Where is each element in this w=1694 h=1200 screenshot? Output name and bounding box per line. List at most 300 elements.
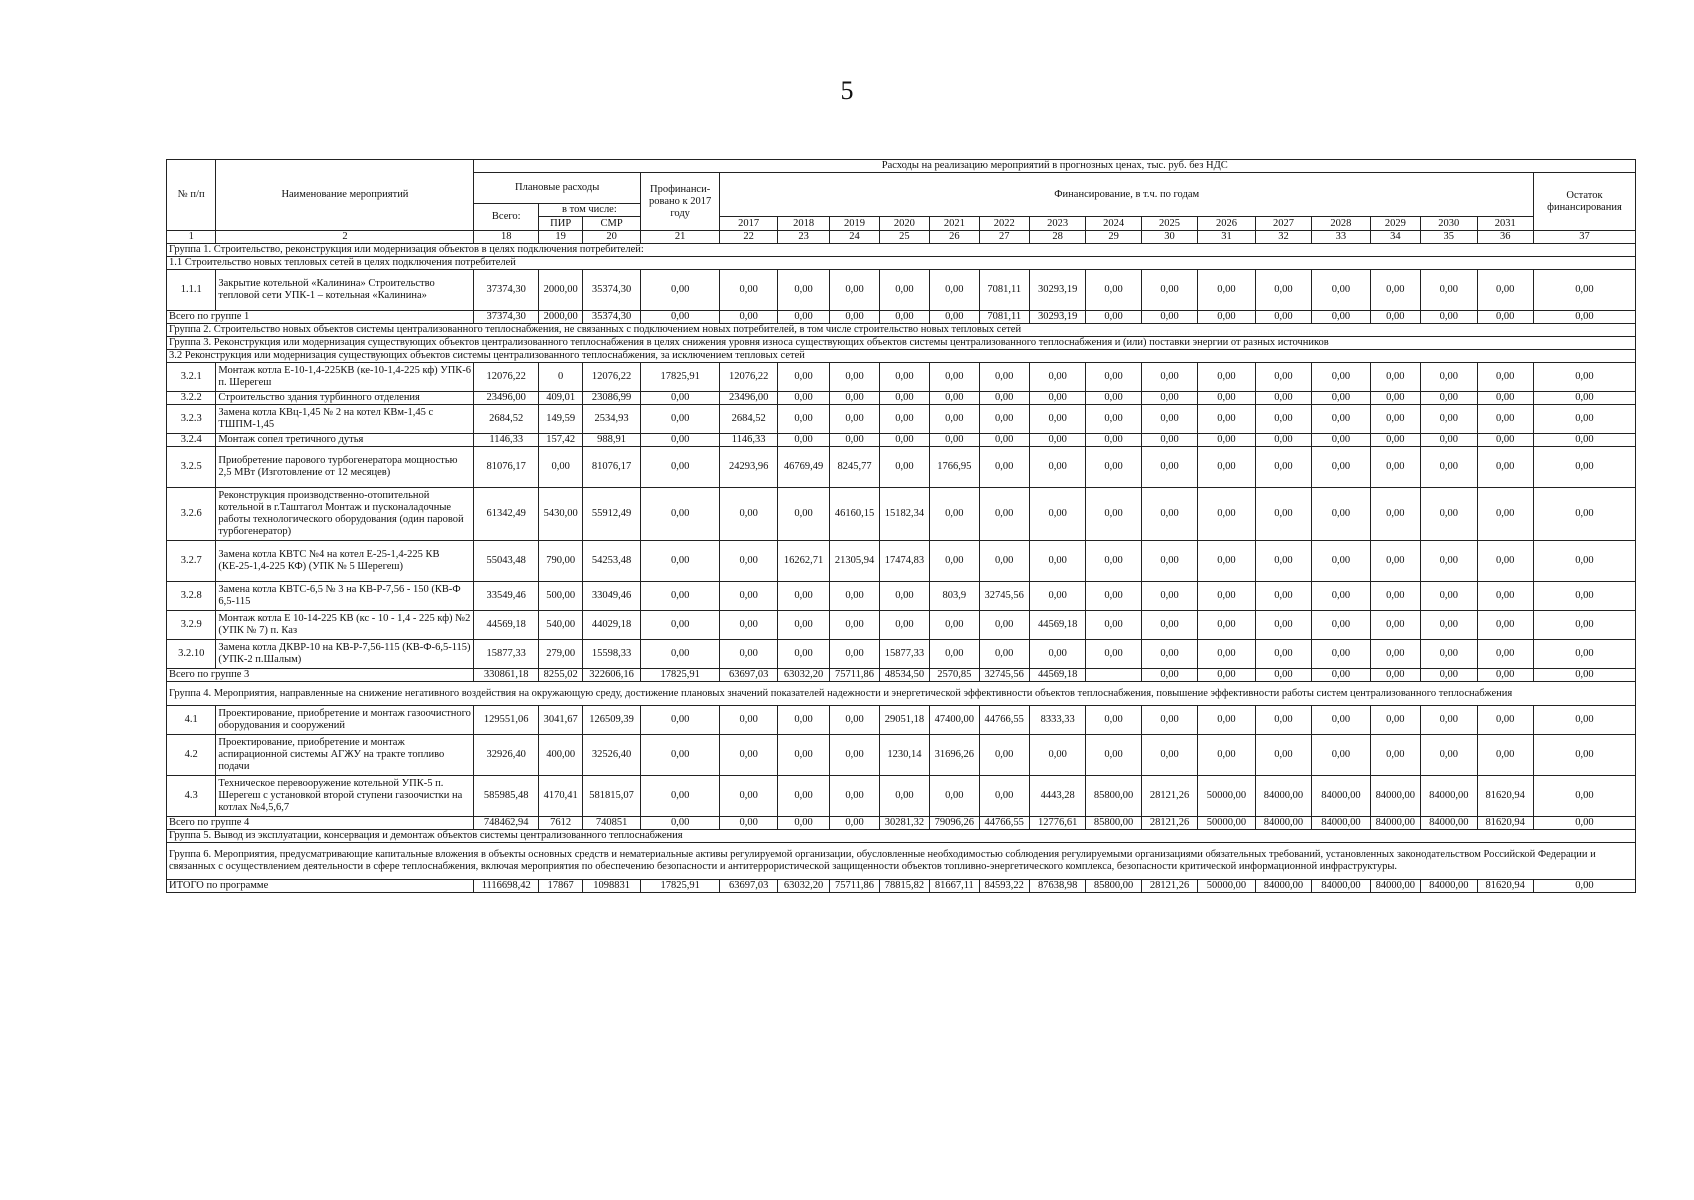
value-cell: 0,00 xyxy=(1198,582,1255,611)
row-number: 3.2.9 xyxy=(167,611,216,640)
value-cell: 81076,17 xyxy=(583,447,640,488)
value-cell: 0,00 xyxy=(1312,392,1370,405)
value-cell: 0,00 xyxy=(720,706,777,735)
group-title: Группа 2. Строительство новых объектов системы централизованного теплоснабжения, не связанных с подключением новых потребителей, в том числе строительство новых тепловых сетей xyxy=(167,324,1636,337)
value-cell: 0,00 xyxy=(1255,270,1311,311)
value-cell: 23086,99 xyxy=(583,392,640,405)
total-value-cell: 63697,03 xyxy=(720,880,777,893)
value-cell: 0,00 xyxy=(1029,735,1085,776)
value-cell: 0,00 xyxy=(1086,640,1141,669)
total-value-cell: 0,00 xyxy=(1477,669,1533,682)
header-year: 2028 xyxy=(1312,217,1370,231)
value-cell: 0,00 xyxy=(1421,541,1477,582)
total-value-cell: 0,00 xyxy=(879,311,929,324)
value-cell: 0,00 xyxy=(1255,392,1311,405)
value-cell: 0,00 xyxy=(640,582,720,611)
total-value-cell: 30281,32 xyxy=(879,817,929,830)
value-cell: 4443,28 xyxy=(1029,776,1085,817)
value-cell: 0,00 xyxy=(830,270,879,311)
value-cell: 0,00 xyxy=(879,363,929,392)
value-cell: 0,00 xyxy=(777,270,829,311)
value-cell: 32745,56 xyxy=(979,582,1029,611)
value-cell: 7081,11 xyxy=(979,270,1029,311)
value-cell: 0,00 xyxy=(1370,582,1420,611)
value-cell: 0,00 xyxy=(979,541,1029,582)
value-cell: 585985,48 xyxy=(474,776,539,817)
value-cell: 0,00 xyxy=(1141,611,1197,640)
value-cell: 500,00 xyxy=(539,582,583,611)
value-cell: 0,00 xyxy=(1255,582,1311,611)
value-cell: 4170,41 xyxy=(539,776,583,817)
value-cell: 0,00 xyxy=(1086,706,1141,735)
total-row xyxy=(167,817,1636,830)
value-cell: 61342,49 xyxy=(474,488,539,541)
value-cell: 0,00 xyxy=(1312,270,1370,311)
column-index-cell: 29 xyxy=(1086,231,1141,244)
column-index-cell: 31 xyxy=(1198,231,1255,244)
value-cell: 55043,48 xyxy=(474,541,539,582)
value-cell: 0,00 xyxy=(1029,488,1085,541)
total-value-cell: 0,00 xyxy=(1255,311,1311,324)
header-year: 2030 xyxy=(1421,217,1477,231)
total-label: Всего по группе 1 xyxy=(167,311,474,324)
table-row xyxy=(167,706,1636,735)
value-cell: 44766,55 xyxy=(979,706,1029,735)
row-number: 3.2.2 xyxy=(167,392,216,405)
total-value-cell: 0,00 xyxy=(720,817,777,830)
value-cell: 790,00 xyxy=(539,541,583,582)
value-cell: 0,00 xyxy=(1255,640,1311,669)
value-cell: 2684,52 xyxy=(474,405,539,434)
total-value-cell: 84000,00 xyxy=(1255,817,1311,830)
value-cell: 0,00 xyxy=(1086,582,1141,611)
value-cell: 0,00 xyxy=(930,392,979,405)
value-cell: 23496,00 xyxy=(720,392,777,405)
value-cell: 988,91 xyxy=(583,434,640,447)
value-cell: 0,00 xyxy=(777,611,829,640)
value-cell: 0,00 xyxy=(1255,611,1311,640)
row-number: 1.1.1 xyxy=(167,270,216,311)
header-year: 2023 xyxy=(1029,217,1085,231)
value-cell: 0,00 xyxy=(777,434,829,447)
group-title: Группа 1. Строительство, реконструкция или модернизация объектов в целях подключения потребителей: xyxy=(167,244,1636,257)
value-cell: 0,00 xyxy=(1533,582,1635,611)
value-cell: 0,00 xyxy=(1533,392,1635,405)
value-cell: 0,00 xyxy=(1370,706,1420,735)
group-header-row xyxy=(167,244,1636,257)
total-value-cell: 1098831 xyxy=(583,880,640,893)
total-value-cell: 0,00 xyxy=(1255,669,1311,682)
value-cell: 0,00 xyxy=(930,270,979,311)
value-cell: 0,00 xyxy=(1255,434,1311,447)
value-cell: 0,00 xyxy=(1421,706,1477,735)
activity-name: Строительство здания турбинного отделения xyxy=(216,392,474,405)
value-cell: 0,00 xyxy=(640,447,720,488)
value-cell: 0,00 xyxy=(879,270,929,311)
value-cell: 0,00 xyxy=(1533,541,1635,582)
value-cell: 0,00 xyxy=(1370,405,1420,434)
value-cell: 0,00 xyxy=(1086,363,1141,392)
group-title: Группа 6. Мероприятия, предусматривающие капитальные вложения в объекты основных средств и нематериальные активы регулируемой организации, обусловленные необходимостью соблюдения регулируемыми организациями обязательных требований, установленных законодательством Российской Федерации и связанных с осуществлением деятельности в сфере теплоснабжения, включая мероприятия по обеспечению безопасности и антитеррористической защищенности объектов топливно-энергетического комплекса, безопасности критической информационной инфраструктуры. xyxy=(167,843,1636,880)
value-cell: 0,00 xyxy=(1421,611,1477,640)
column-index-cell: 25 xyxy=(879,231,929,244)
value-cell: 0,00 xyxy=(1141,447,1197,488)
total-value-cell: 50000,00 xyxy=(1198,880,1255,893)
value-cell: 0,00 xyxy=(640,735,720,776)
value-cell: 0,00 xyxy=(879,582,929,611)
value-cell: 0,00 xyxy=(720,270,777,311)
value-cell: 0,00 xyxy=(1255,447,1311,488)
total-value-cell: 17825,91 xyxy=(640,669,720,682)
column-index-cell: 33 xyxy=(1312,231,1370,244)
total-value-cell: 44766,55 xyxy=(979,817,1029,830)
value-cell: 0,00 xyxy=(1477,488,1533,541)
value-cell: 279,00 xyxy=(539,640,583,669)
value-cell: 0,00 xyxy=(979,447,1029,488)
value-cell: 0,00 xyxy=(640,776,720,817)
total-value-cell: 50000,00 xyxy=(1198,817,1255,830)
value-cell: 0,00 xyxy=(1198,405,1255,434)
value-cell: 0,00 xyxy=(1477,582,1533,611)
activity-name: Приобретение парового турбогенератора мощностью 2,5 МВт (Изготовление от 12 месяцев) xyxy=(216,447,474,488)
value-cell: 0,00 xyxy=(830,392,879,405)
column-index-cell: 30 xyxy=(1141,231,1197,244)
total-value-cell: 84000,00 xyxy=(1312,880,1370,893)
value-cell: 0 xyxy=(539,363,583,392)
value-cell: 0,00 xyxy=(1312,541,1370,582)
value-cell: 0,00 xyxy=(1198,392,1255,405)
value-cell: 31696,26 xyxy=(930,735,979,776)
value-cell: 0,00 xyxy=(640,611,720,640)
value-cell: 0,00 xyxy=(930,640,979,669)
value-cell: 0,00 xyxy=(879,776,929,817)
header-funded-2017: Профинанси-ровано к 2017 году xyxy=(640,173,720,231)
header-remainder: Остаток финансирования xyxy=(1533,173,1635,231)
total-row xyxy=(167,880,1636,893)
value-cell: 0,00 xyxy=(1477,363,1533,392)
value-cell: 400,00 xyxy=(539,735,583,776)
value-cell: 0,00 xyxy=(1421,640,1477,669)
column-index-cell: 32 xyxy=(1255,231,1311,244)
activity-name: Проектирование, приобретение и монтаж газоочистного оборудования и сооружений xyxy=(216,706,474,735)
total-value-cell: 7081,11 xyxy=(979,311,1029,324)
value-cell: 0,00 xyxy=(640,640,720,669)
value-cell: 2684,52 xyxy=(720,405,777,434)
value-cell: 0,00 xyxy=(1421,735,1477,776)
table-row xyxy=(167,640,1636,669)
value-cell: 44029,18 xyxy=(583,611,640,640)
total-value-cell: 78815,82 xyxy=(879,880,929,893)
value-cell: 0,00 xyxy=(720,582,777,611)
group-header-row xyxy=(167,830,1636,843)
value-cell: 0,00 xyxy=(640,392,720,405)
value-cell: 17825,91 xyxy=(640,363,720,392)
header-year: 2022 xyxy=(979,217,1029,231)
value-cell: 149,59 xyxy=(539,405,583,434)
value-cell: 15598,33 xyxy=(583,640,640,669)
table-header xyxy=(167,160,1636,231)
value-cell: 0,00 xyxy=(1255,488,1311,541)
value-cell: 157,42 xyxy=(539,434,583,447)
value-cell: 0,00 xyxy=(1141,706,1197,735)
activity-name: Монтаж котла Е-10-1,4-225КВ (ке-10-1,4-225 кф) УПК-6 п. Шерегеш xyxy=(216,363,474,392)
value-cell: 21305,94 xyxy=(830,541,879,582)
total-label: Всего по группе 3 xyxy=(167,669,474,682)
value-cell: 0,00 xyxy=(1421,488,1477,541)
value-cell: 0,00 xyxy=(777,706,829,735)
value-cell: 0,00 xyxy=(777,392,829,405)
total-value-cell: 63032,20 xyxy=(777,669,829,682)
value-cell: 0,00 xyxy=(720,611,777,640)
total-value-cell: 0,00 xyxy=(1370,669,1420,682)
table-row xyxy=(167,434,1636,447)
value-cell: 54253,48 xyxy=(583,541,640,582)
total-row xyxy=(167,669,1636,682)
value-cell: 0,00 xyxy=(930,488,979,541)
row-number: 3.2.10 xyxy=(167,640,216,669)
value-cell: 0,00 xyxy=(1029,541,1085,582)
value-cell: 0,00 xyxy=(640,434,720,447)
row-number: 3.2.3 xyxy=(167,405,216,434)
value-cell: 84000,00 xyxy=(1421,776,1477,817)
value-cell: 0,00 xyxy=(1029,582,1085,611)
total-value-cell: 81620,94 xyxy=(1477,880,1533,893)
value-cell: 0,00 xyxy=(930,541,979,582)
value-cell: 84000,00 xyxy=(1370,776,1420,817)
value-cell: 0,00 xyxy=(1312,363,1370,392)
value-cell: 0,00 xyxy=(777,776,829,817)
value-cell: 0,00 xyxy=(1312,735,1370,776)
value-cell: 0,00 xyxy=(1029,447,1085,488)
total-value-cell: 63697,03 xyxy=(720,669,777,682)
value-cell: 0,00 xyxy=(1029,640,1085,669)
value-cell: 0,00 xyxy=(1421,447,1477,488)
value-cell: 0,00 xyxy=(1533,434,1635,447)
group-header-row xyxy=(167,324,1636,337)
activity-name: Замена котла КВц-1,45 № 2 на котел КВм-1,45 с ТШПМ-1,45 xyxy=(216,405,474,434)
activity-name: Монтаж сопел третичного дутья xyxy=(216,434,474,447)
value-cell: 0,00 xyxy=(1477,270,1533,311)
value-cell: 0,00 xyxy=(1198,363,1255,392)
value-cell: 0,00 xyxy=(1370,270,1420,311)
total-value-cell: 75711,86 xyxy=(830,669,879,682)
value-cell: 0,00 xyxy=(1421,270,1477,311)
column-index-cell: 19 xyxy=(539,231,583,244)
group-title: Группа 5. Вывод из эксплуатации, консервация и демонтаж объектов системы централизованного теплоснабжения xyxy=(167,830,1636,843)
column-index-cell: 1 xyxy=(167,231,216,244)
value-cell: 81076,17 xyxy=(474,447,539,488)
column-index-cell: 24 xyxy=(830,231,879,244)
total-value-cell: 0,00 xyxy=(1421,311,1477,324)
table-row xyxy=(167,405,1636,434)
header-year: 2021 xyxy=(930,217,979,231)
total-value-cell: 75711,86 xyxy=(830,880,879,893)
table-body xyxy=(167,231,1636,893)
value-cell: 0,00 xyxy=(640,270,720,311)
value-cell: 0,00 xyxy=(830,363,879,392)
total-value-cell: 0,00 xyxy=(1198,311,1255,324)
value-cell: 0,00 xyxy=(1370,447,1420,488)
total-value-cell: 330861,18 xyxy=(474,669,539,682)
activity-name: Замена котла ДКВР-10 на КВ-Р-7,56-115 (КВ-Ф-6,5-115) (УПК-2 п.Шалым) xyxy=(216,640,474,669)
total-value-cell: 2570,85 xyxy=(930,669,979,682)
total-value-cell: 0,00 xyxy=(1198,669,1255,682)
value-cell: 0,00 xyxy=(830,611,879,640)
group-title: Группа 3. Реконструкция или модернизация существующих объектов централизованного теплоснабжения в целях снижения уровня износа существующих объектов системы централизованного теплоснабжения и (или) поставки энергии от разных источников xyxy=(167,337,1636,350)
value-cell: 0,00 xyxy=(830,640,879,669)
value-cell: 0,00 xyxy=(1086,488,1141,541)
activity-name: Замена котла КВТС №4 на котел Е-25-1,4-225 КВ (КЕ-25-1,4-225 КФ) (УПК № 5 Шерегеш) xyxy=(216,541,474,582)
value-cell: 0,00 xyxy=(1370,541,1420,582)
total-label: Всего по группе 4 xyxy=(167,817,474,830)
value-cell: 0,00 xyxy=(1141,488,1197,541)
total-value-cell: 7612 xyxy=(539,817,583,830)
value-cell: 0,00 xyxy=(1255,706,1311,735)
total-value-cell: 44569,18 xyxy=(1029,669,1085,682)
total-value-cell: 28121,26 xyxy=(1141,880,1197,893)
value-cell: 47400,00 xyxy=(930,706,979,735)
value-cell: 0,00 xyxy=(720,735,777,776)
value-cell: 28121,26 xyxy=(1141,776,1197,817)
value-cell: 15182,34 xyxy=(879,488,929,541)
total-value-cell: 0,00 xyxy=(1370,311,1420,324)
header-pir: ПИР xyxy=(539,217,583,231)
value-cell: 0,00 xyxy=(1255,405,1311,434)
value-cell: 30293,19 xyxy=(1029,270,1085,311)
value-cell: 0,00 xyxy=(777,363,829,392)
value-cell: 0,00 xyxy=(777,735,829,776)
total-value-cell: 0,00 xyxy=(720,311,777,324)
value-cell: 0,00 xyxy=(930,363,979,392)
group-header-row xyxy=(167,350,1636,363)
value-cell: 5430,00 xyxy=(539,488,583,541)
value-cell: 0,00 xyxy=(1029,405,1085,434)
group-title: 1.1 Строительство новых тепловых сетей в целях подключения потребителей xyxy=(167,257,1636,270)
value-cell: 0,00 xyxy=(1370,611,1420,640)
header-incl: в том числе: xyxy=(539,204,641,217)
value-cell: 12076,22 xyxy=(720,363,777,392)
total-value-cell: 84000,00 xyxy=(1370,880,1420,893)
total-value-cell: 0,00 xyxy=(830,817,879,830)
value-cell: 0,00 xyxy=(1029,363,1085,392)
value-cell: 0,00 xyxy=(1086,735,1141,776)
value-cell: 29051,18 xyxy=(879,706,929,735)
total-value-cell: 84000,00 xyxy=(1312,817,1370,830)
value-cell: 0,00 xyxy=(1477,405,1533,434)
value-cell: 12076,22 xyxy=(583,363,640,392)
value-cell: 15877,33 xyxy=(879,640,929,669)
total-value-cell: 0,00 xyxy=(1421,669,1477,682)
value-cell: 0,00 xyxy=(879,611,929,640)
total-value-cell: 85800,00 xyxy=(1086,817,1141,830)
activity-name: Замена котла КВТС-6,5 № 3 на КВ-Р-7,56 - 150 (КВ-Ф 6,5-115 xyxy=(216,582,474,611)
header-planned: Плановые расходы xyxy=(474,173,640,204)
value-cell: 0,00 xyxy=(640,541,720,582)
total-value-cell: 0,00 xyxy=(640,817,720,830)
value-cell: 0,00 xyxy=(640,488,720,541)
value-cell: 50000,00 xyxy=(1198,776,1255,817)
total-value-cell: 2000,00 xyxy=(539,311,583,324)
page-number: 5 xyxy=(840,76,854,105)
value-cell: 0,00 xyxy=(979,434,1029,447)
total-value-cell: 740851 xyxy=(583,817,640,830)
header-financing-by-years: Финансирование, в т.ч. по годам xyxy=(720,173,1534,217)
value-cell: 0,00 xyxy=(777,488,829,541)
value-cell: 0,00 xyxy=(777,582,829,611)
value-cell: 0,00 xyxy=(1029,434,1085,447)
row-number: 4.2 xyxy=(167,735,216,776)
total-row xyxy=(167,311,1636,324)
value-cell: 55912,49 xyxy=(583,488,640,541)
total-value-cell: 8255,02 xyxy=(539,669,583,682)
value-cell: 0,00 xyxy=(1533,735,1635,776)
column-index-cell: 35 xyxy=(1421,231,1477,244)
header-col-number: № п/п xyxy=(167,160,216,231)
header-year: 2029 xyxy=(1370,217,1420,231)
value-cell: 0,00 xyxy=(1086,611,1141,640)
value-cell: 0,00 xyxy=(720,488,777,541)
total-value-cell: 0,00 xyxy=(1533,817,1635,830)
column-index-cell: 22 xyxy=(720,231,777,244)
activity-name: Монтаж котла Е 10-14-225 КВ (кс - 10 - 1,4 - 225 кф) №2 (УПК № 7) п. Каз xyxy=(216,611,474,640)
value-cell: 0,00 xyxy=(1370,363,1420,392)
activity-name: Реконструкция производственно-отопительной котельной в г.Таштагол Монтаж и пусконаладочные работы технологического оборудования (один паровой турбогенератор) xyxy=(216,488,474,541)
column-index-cell: 23 xyxy=(777,231,829,244)
value-cell: 540,00 xyxy=(539,611,583,640)
value-cell: 0,00 xyxy=(1312,488,1370,541)
total-value-cell: 0,00 xyxy=(1533,669,1635,682)
value-cell: 0,00 xyxy=(1421,405,1477,434)
value-cell: 0,00 xyxy=(1477,735,1533,776)
value-cell: 32926,40 xyxy=(474,735,539,776)
value-cell: 0,00 xyxy=(1477,434,1533,447)
value-cell: 0,00 xyxy=(979,640,1029,669)
value-cell: 0,00 xyxy=(1312,434,1370,447)
column-index-cell: 27 xyxy=(979,231,1029,244)
header-year: 2019 xyxy=(830,217,879,231)
value-cell: 0,00 xyxy=(1421,392,1477,405)
value-cell: 0,00 xyxy=(1198,706,1255,735)
value-cell: 0,00 xyxy=(1141,582,1197,611)
total-value-cell: 0,00 xyxy=(1312,669,1370,682)
total-value-cell: 85800,00 xyxy=(1086,880,1141,893)
value-cell: 0,00 xyxy=(539,447,583,488)
column-index-cell: 34 xyxy=(1370,231,1420,244)
total-value-cell: 12776,61 xyxy=(1029,817,1085,830)
value-cell: 0,00 xyxy=(1477,706,1533,735)
total-value-cell: 84000,00 xyxy=(1255,880,1311,893)
value-cell: 0,00 xyxy=(879,447,929,488)
row-number: 4.3 xyxy=(167,776,216,817)
value-cell: 1230,14 xyxy=(879,735,929,776)
value-cell: 17474,83 xyxy=(879,541,929,582)
value-cell: 0,00 xyxy=(879,434,929,447)
value-cell: 85800,00 xyxy=(1086,776,1141,817)
total-value-cell: 63032,20 xyxy=(777,880,829,893)
value-cell: 0,00 xyxy=(1370,640,1420,669)
header-year: 2024 xyxy=(1086,217,1141,231)
value-cell: 0,00 xyxy=(1370,434,1420,447)
value-cell: 0,00 xyxy=(1370,392,1420,405)
value-cell: 0,00 xyxy=(640,405,720,434)
value-cell: 0,00 xyxy=(830,735,879,776)
total-value-cell: 35374,30 xyxy=(583,311,640,324)
value-cell: 0,00 xyxy=(777,405,829,434)
row-number: 3.2.6 xyxy=(167,488,216,541)
value-cell: 84000,00 xyxy=(1255,776,1311,817)
group-title: 3.2 Реконструкция или модернизация существующих объектов системы централизованного теплоснабжения, за исключением тепловых сетей xyxy=(167,350,1636,363)
activity-name: Закрытие котельной «Калинина» Строительство тепловой сети УПК-1 – котельная «Калинина» xyxy=(216,270,474,311)
